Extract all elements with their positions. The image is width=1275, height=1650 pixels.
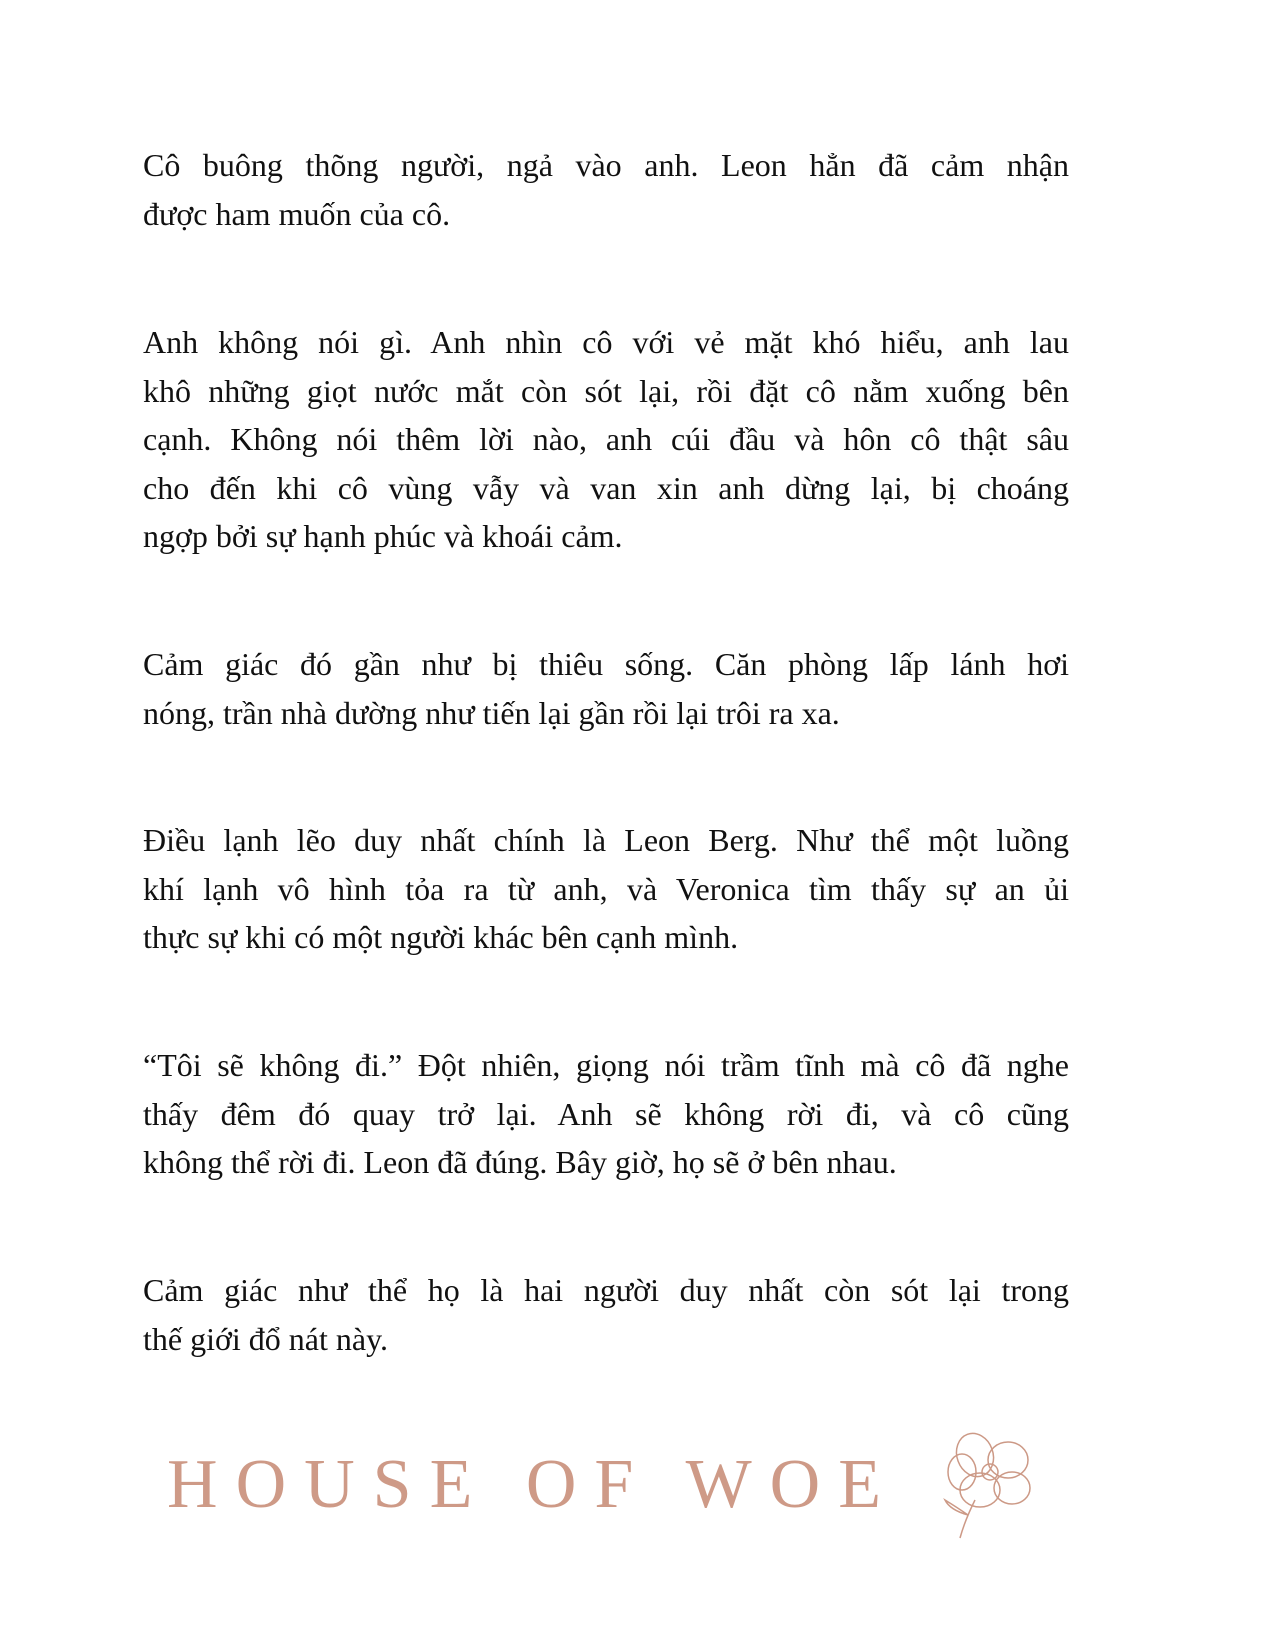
paragraph-5-line: thấy đêm đó quay trở lại. Anh sẽ không rời đi, và cô cũng xyxy=(143,1095,1069,1132)
paragraph-4-line: Điều lạnh lẽo duy nhất chính là Leon Berg. Như thể một luồng xyxy=(143,822,1069,858)
paragraph-1-line: được ham muốn của cô. xyxy=(143,195,451,232)
paragraph-2-line: Anh không nói gì. Anh nhìn cô với vẻ mặt khó hiểu, anh lau xyxy=(143,324,1069,360)
paragraph-5-line: không thể rời đi. Leon đã đúng. Bây giờ, họ sẽ ở bên nhau. xyxy=(143,1144,897,1180)
paragraph-2-line: cạnh. Không nói thêm lời nào, anh cúi đầu và hôn cô thật sâu xyxy=(143,421,1069,457)
paragraph-5-line: “Tôi sẽ không đi.” Đột nhiên, giọng nói trầm tĩnh mà cô đã nghe xyxy=(143,1047,1069,1083)
paragraph-2-line: ngợp bởi sự hạnh phúc và khoái cảm. xyxy=(143,518,623,554)
paragraph-6-line: Cảm giác như thể họ là hai người duy nhất còn sót lại trong xyxy=(143,1272,1069,1308)
paragraph-3-line: nóng, trần nhà dường như tiến lại gần rồi lại trôi ra xa. xyxy=(143,694,840,731)
paragraph-2-line: cho đến khi cô vùng vẫy và van xin anh dừng lại, bị choáng xyxy=(143,469,1069,506)
paragraph-2-line: khô những giọt nước mắt còn sót lại, rồi đặt cô nằm xuống bên xyxy=(143,372,1069,409)
paragraph-3-line: Cảm giác đó gần như bị thiêu sống. Căn phòng lấp lánh hơi xyxy=(143,646,1069,682)
paragraph-1-line: Cô buông thõng người, ngả vào anh. Leon hẳn đã cảm nhận xyxy=(143,147,1069,183)
paragraph-4-line: khí lạnh vô hình tỏa ra từ anh, và Veronica tìm thấy sự an ủi xyxy=(143,870,1069,907)
flower-watermark-icon xyxy=(940,1430,1040,1540)
watermark-text: HOUSE OF WOE xyxy=(167,1446,899,1523)
paragraph-4-line: thực sự khi có một người khác bên cạnh mình. xyxy=(143,919,739,955)
paragraph-6-line: thế giới đổ nát này. xyxy=(143,1320,389,1357)
